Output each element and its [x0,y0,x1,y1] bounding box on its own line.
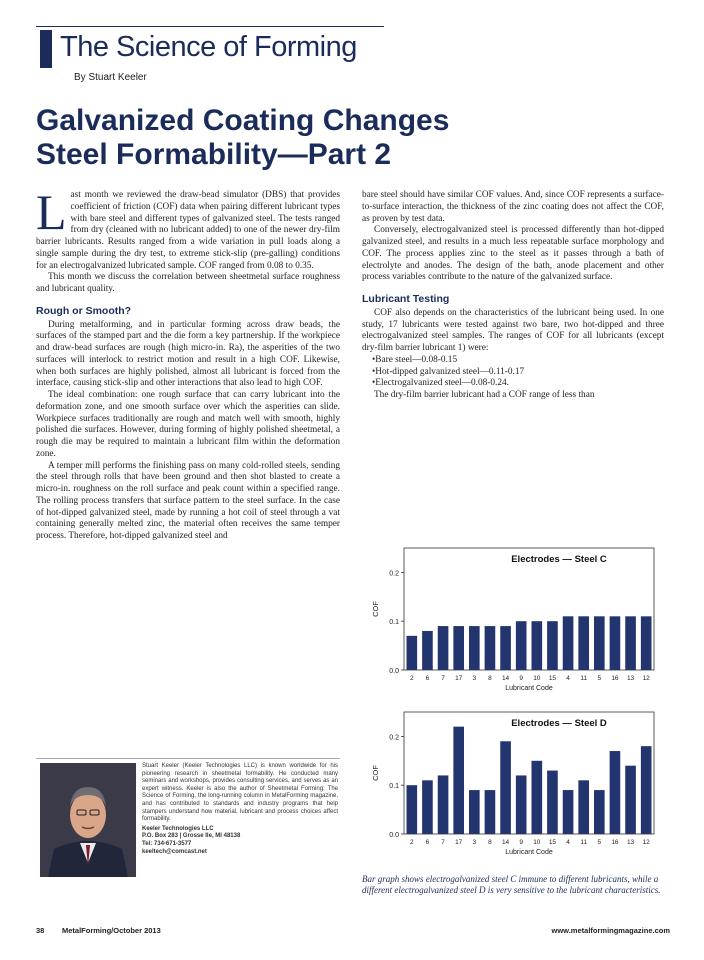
byline: By Stuart Keeler [74,72,147,83]
bio-company: Keeler Technologies LLC [142,825,214,832]
bar [500,741,511,834]
figure-caption: Bar graph shows electrogalvanized steel C immune to different lubricants, while a different electrogalvanized steel D is very sensitive to the lubricant characteristics. [362,874,661,895]
chart-title: Electrodes — Steel D [511,718,607,729]
x-tick-label: 5 [597,839,602,846]
x-tick-label: 15 [548,839,557,846]
bar [422,631,433,670]
x-tick-label: 11 [580,675,588,682]
x-axis-label: Lubricant Code [505,685,553,692]
chart-title: Electrodes — Steel C [511,554,607,565]
section-accent-bar [40,30,52,68]
x-tick-label: 7 [441,839,445,846]
intro-paragraph-2: This month we discuss the correlation between sheetmetal surface roughness and lubricant quality. [36,272,340,294]
lubricant-paragraph-2: The dry-film barrier lubricant had a COF range of less than [374,390,595,400]
article-headline [36,104,676,172]
bar [547,771,558,834]
x-tick-label: 14 [501,839,510,846]
x-axis-label: Lubricant Code [505,849,553,856]
headline-line-2: Steel Formability—Part 2 [36,138,392,171]
x-tick-label: 6 [425,839,430,846]
x-tick-label: 5 [597,675,602,682]
x-tick-label: 4 [566,839,570,846]
x-tick-label: 10 [533,675,541,682]
page-number: 38 [36,926,45,935]
x-tick-label: 2 [410,839,414,846]
bar [469,626,480,670]
x-tick-label: 17 [455,675,463,682]
bar [563,616,574,670]
list-item: • Electrogalvanized steel—0.08-0.24. [380,378,664,390]
bar [516,621,527,670]
column-left [36,184,340,543]
y-tick-label: 0.0 [389,668,399,675]
bar [625,616,636,670]
lubricant-heading: Lubricant Testing [362,293,450,305]
bar [500,626,511,670]
x-tick-label: 4 [566,675,570,682]
bar [516,775,527,834]
x-tick-label: 9 [519,839,523,846]
bio-contact [142,826,338,856]
bar [532,621,543,670]
magazine-issue: MetalForming/October 2013 [62,926,161,935]
drop-cap: L [36,184,67,240]
col2-paragraph-1: bare steel should have similar COF values. And, since COF represents a surface-to-surface interaction, the thickness of the zinc coating does not affect the COF, as proven by test data. [362,190,664,224]
bio-phone: Tel: 734-671-3577 [142,840,192,847]
bar [407,636,418,670]
bar [547,621,558,670]
y-tick-label: 0.2 [389,734,399,742]
author-bio [36,758,340,877]
bio-text: Stuart Keeler (Keeler Technologies LLC) is known worldwide for his pioneering research in sheetmetal formability. He conducted many seminars and workshops, provides consulting services, and serves as an expert witness. Keeler is also the author of Sheetmetal Forming: The Science of Forming, the long-running column in MetalForming magazine, and has contributed to standards and industry programs that help stampers understand how material, lubricant and process choices affect formability. [142,763,338,823]
bar [453,626,464,670]
bar [578,616,589,670]
list-item: • Bare steel—0.08-0.15 [380,355,664,367]
magazine-website[interactable]: www.metalformingmagazine.com [551,926,670,935]
bar [407,785,418,834]
bar [532,761,543,834]
bar [469,790,480,834]
headline-line-1: Galvanized Coating Changes [36,104,450,137]
bar [485,626,496,670]
bar [422,780,433,834]
x-tick-label: 10 [533,839,541,846]
x-tick-label: 2 [410,675,414,682]
bar [594,616,605,670]
x-tick-label: 16 [611,839,619,846]
bar [641,746,652,834]
x-tick-label: 13 [626,675,635,682]
rough-paragraph-1: During metalforming, and in particular forming across draw beads, the surfaces of the stamped part and the die form a key partnership. If the workpiece and draw-bead surfaces are rough (high micro-in. Ra), the asperities of the two surfaces will interlock to restrict motion and result in a high COF. Likewise, when both surfaces are highly polished, almost all lubricant is forced from the interface, causing stick-slip and other interactions that also lead to high COF. [36,319,340,389]
bio-email[interactable]: keeltech@comcast.net [142,848,207,855]
bio-text-block [142,763,338,856]
y-axis-label: COF [371,601,380,617]
x-tick-label: 12 [642,675,650,682]
author-photo [40,763,136,877]
x-tick-label: 15 [548,675,557,682]
list-item: • Hot-dipped galvanized steel—0.11-0.17 [380,367,664,379]
y-tick-label: 0.1 [389,619,399,627]
bar [594,790,605,834]
x-tick-label: 9 [519,675,523,682]
y-tick-label: 0.2 [389,570,399,578]
x-tick-label: 13 [626,839,635,846]
intro-text: ast month we reviewed the draw-bead simulator (DBS) that provides coefficient of friction (COF) data when pairing different lubricant types with bare steel and different types of galvanized steel. The tests ranged from dry (cleaned with no lubricant added) to one of the newer dry-film barrier lubricants. Results ranged from a wide variation in pull loads along a single sample during the dry test, to extreme stick-slip (pre-galling) conditions for an electrogalvanized lubricated sample. COF ranged from 0.08 to 0.35. [36,190,340,271]
col2-paragraph-2: Conversely, electrogalvanized steel is processed differently than hot-dipped galvanized steel, and results in a much less repeatable surface morphology and COF. The process applies zinc to the steel as it passes through a bath of electrolyte and anodes. The design of the bath, anode placement and other process variables contribute to the nature of the galvanized surface. [362,225,664,283]
x-tick-label: 6 [425,675,430,682]
bar [485,790,496,834]
x-tick-label: 17 [455,839,463,846]
x-tick-label: 14 [501,675,510,682]
intro-paragraph [36,184,340,272]
chart-figure [362,534,664,874]
page-footer [36,926,670,940]
x-tick-label: 3 [472,675,477,682]
y-tick-label: 0.0 [389,832,399,839]
x-tick-label: 3 [472,839,477,846]
x-tick-label: 8 [488,839,492,846]
column-right [362,190,664,402]
x-tick-label: 7 [441,675,445,682]
bar [578,780,589,834]
x-tick-label: 16 [611,675,619,682]
bar [438,775,449,834]
bar [563,790,574,834]
bar [625,766,636,834]
rough-paragraph-2: The ideal combination: one rough surface that can carry lubricant into the deformation zone, and one smooth surface over which the asperities can slide. Workpiece surfaces traditionally are rough and match well with smooth, highly polished die surfaces. However, during forming of highly polished sheetmetal, a rough die may be required to maintain a lubricant film within the deformation zone. [36,390,340,459]
bar [453,727,464,834]
bar [610,616,621,670]
y-axis-label: COF [371,765,380,781]
x-tick-label: 8 [488,675,492,682]
x-tick-label: 12 [642,839,650,846]
cof-range-list [362,355,664,390]
bar [610,751,621,834]
bar-charts [362,534,664,874]
x-tick-label: 11 [580,839,588,846]
section-title: The Science of Forming [60,31,357,63]
section-header [36,26,384,69]
rough-paragraph-3: A temper mill performs the finishing pass on many cold-rolled steels, sending the steel through rolls that have been ground and then shot blasted to create a micro-in. roughness on the roll surface and peak count within a specified range. The rolling process transfers that surface pattern to the steel surface. In the case of hot-dipped galvanized steel, made by running a hot coil of steel through a vat containing generally melted zinc, the material often receives the same temper process. Therefore, hot-dipped galvanized steel and [36,460,340,541]
bar [641,616,652,670]
lubricant-paragraph-1: COF also depends on the characteristics of the lubricant being used. In one study, 17 lubricants were tested against two bare, two hot-dipped and three electrogalvanized steel samples. The ranges of COF for all lubricants (except dry-film barrier lubricant 1) were: [362,307,664,353]
bio-address: P.O. Box 283 | Grosse Ile, MI 48138 [142,833,241,840]
bar [438,626,449,670]
rough-heading: Rough or Smooth? [36,304,132,317]
y-tick-label: 0.1 [389,783,399,791]
